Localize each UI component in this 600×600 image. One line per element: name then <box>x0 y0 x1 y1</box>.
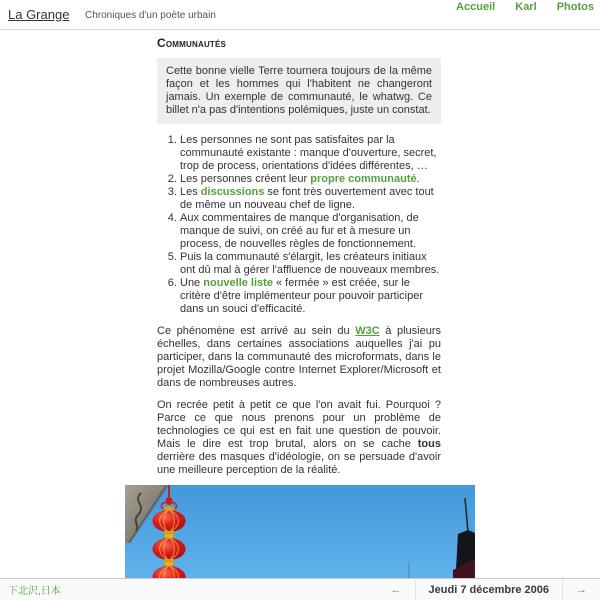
photo-sky <box>125 485 475 578</box>
footer-date: Jeudi 7 décembre 2006 <box>428 583 549 596</box>
paragraph-pouvoir <box>157 399 441 477</box>
site-footer <box>0 578 600 600</box>
list-item-text: « fermée » est créée, sur le critère d'être implémenteur pour pouvoir participer dans un souci d'efficacité. <box>180 277 423 315</box>
footer-pagination <box>378 579 600 600</box>
footer-location-link[interactable]: 下北沢,日本 <box>8 586 61 597</box>
list-item <box>180 134 441 173</box>
list-item-text: . <box>416 173 420 185</box>
list-item <box>180 251 441 277</box>
paragraph-text: à plusieurs échelles, dans certaines associations auquelles j'ai pu participer, dans la communauté des microformats, dans le projet Mozilla/Google contre Internet Explorer/Microsoft et dans de nombreuses autres. <box>157 325 441 389</box>
nouvelle-liste-link[interactable]: nouvelle liste <box>203 277 273 289</box>
discussions-link[interactable]: discussions <box>200 186 265 198</box>
nav-karl-link[interactable]: Karl <box>515 1 537 13</box>
top-nav <box>439 1 594 13</box>
bold-tous: tous <box>417 438 441 450</box>
list-item-text: Les personnes ne sont pas satisfaites par la communauté existante : manque d'ouverture, secret, trop de process, orientations d'idées différentes, … <box>180 134 437 172</box>
prev-arrow-link[interactable]: ← <box>390 583 402 596</box>
site-title-link[interactable]: La Grange <box>8 7 70 22</box>
article-intro-box: Cette bonne vielle Terre tournera toujours de la même façon et les hommes qui l'habitent ne changeront jamais. Un exemple de communauté, le whatwg. Ce billet n'a pas d'intentions polémiques, juste un constat. <box>157 58 441 124</box>
article-list <box>157 134 441 316</box>
article <box>157 31 441 512</box>
list-item-text: Puis la communauté s'élargit, les créateurs initiaux ont dû mal à gérer l'affluence de nouveaux membres. <box>180 251 440 276</box>
paragraph-w3c <box>157 325 441 390</box>
list-item-text: Les <box>180 186 201 198</box>
nav-photos-link[interactable]: Photos <box>556 1 594 13</box>
paragraph-text: derrière des masques d'idéologie, on se persuade d'avoir une meilleure perception de la réalité. <box>157 451 441 476</box>
page-title: Communautés <box>157 36 227 50</box>
list-item <box>180 186 441 212</box>
site-subtitle: Chroniques d'un poète urbain <box>85 10 216 21</box>
article-photo <box>125 485 475 578</box>
list-item-text: se font très ouvertement avec tout de même un nouveau chef de ligne. <box>180 186 434 211</box>
w3c-link[interactable]: W3C <box>355 325 380 337</box>
propre-communaute-link[interactable]: propre communauté <box>310 173 417 185</box>
site-header <box>0 0 600 30</box>
paragraph-text: On recrée petit à petit ce que l'on avait fui. Pourquoi ? Parce ce que nous prenons pour un problème de technologies ce qui est en fait une question de pouvoir. Mais le dire est trop brutal, alors on se cache <box>157 399 441 450</box>
list-item <box>180 173 441 186</box>
list-item-text: Une <box>180 277 204 289</box>
next-arrow-link[interactable]: → <box>576 583 587 596</box>
list-item <box>180 277 441 316</box>
list-item-text: Les personnes créent leur <box>180 173 311 185</box>
paragraph-text: Ce phénomène est arrivé au sein du <box>157 325 356 337</box>
list-item <box>180 212 441 251</box>
photo-red-lanterns-blue-sky <box>125 485 475 578</box>
list-item-text: Aux commentaires de manque d'organisation, de manque de suivi, on créé au fur et à mesure un process, de nouvelles règles de fonctionnement. <box>180 212 419 250</box>
nav-accueil-link[interactable]: Accueil <box>456 1 496 13</box>
